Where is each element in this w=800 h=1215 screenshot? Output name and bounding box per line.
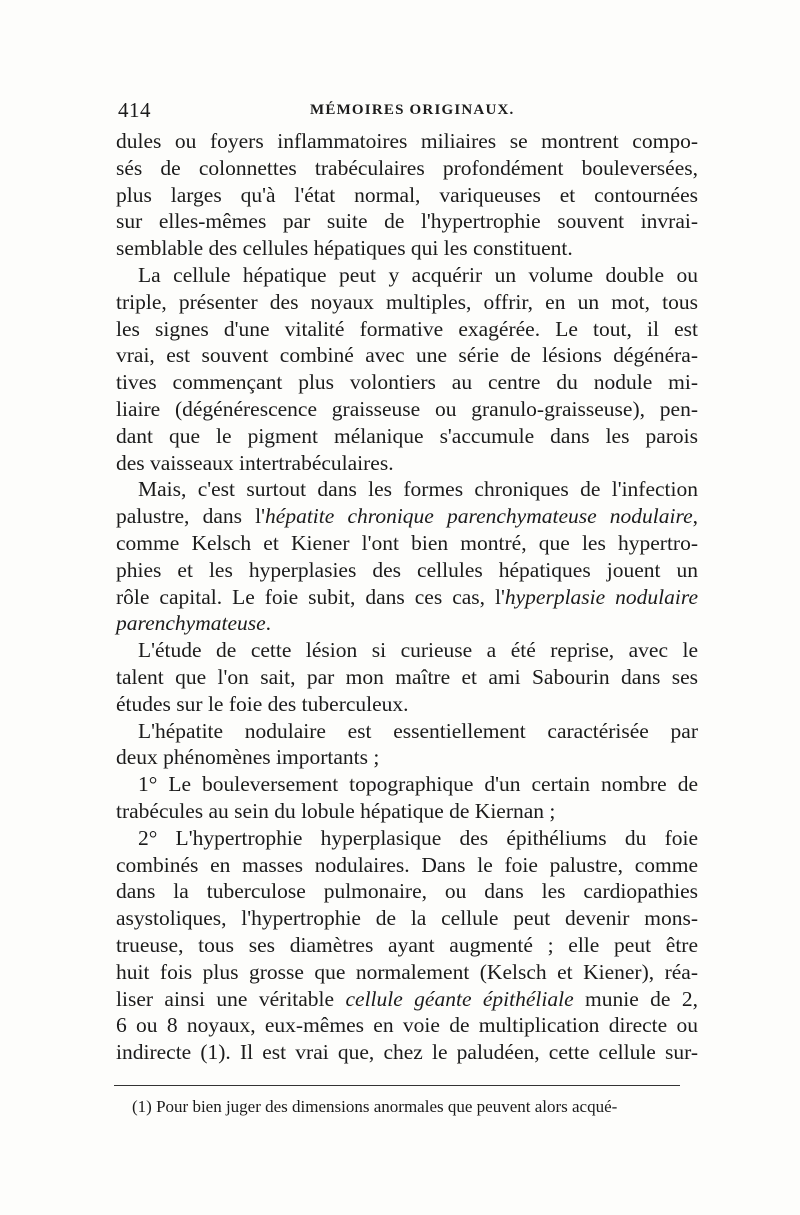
text-segment: munie de 2, <box>573 986 698 1011</box>
text-line: huit fois plus grosse que normalement (Kelsch et Kiener), réa- <box>116 959 698 984</box>
text-segment: rôle capital. Le foie subit, dans ces cas, l' <box>116 584 505 609</box>
page-header <box>118 98 698 124</box>
text-line: liaire (dégénérescence graisseuse ou granulo-graisseuse), pen- <box>116 396 698 421</box>
text-line: les signes d'une vitalité formative exagérée. Le tout, il est <box>116 316 698 341</box>
text-line: des vaisseaux intertrabéculaires. <box>116 450 394 475</box>
text-line: comme Kelsch et Kiener l'ont bien montré, que les hypertro- <box>116 530 698 555</box>
text-line: L'hépatite nodulaire est essentiellement caractérisée par <box>138 718 698 743</box>
text-line: asystoliques, l'hypertrophie de la cellule peut devenir mons- <box>116 906 698 931</box>
text-line: vrai, est souvent combiné avec une série de lésions dégénéra- <box>116 343 698 368</box>
text-line: La cellule hépatique peut y acquérir un volume double ou <box>138 262 698 287</box>
text-line: trueuse, tous ses diamètres ayant augmenté ; elle peut être <box>116 932 698 957</box>
text-line: semblable des cellules hépatiques qui les constituent. <box>116 236 573 261</box>
text-line: sés de colonnettes trabéculaires profondément bouleversées, <box>116 155 698 180</box>
text-line: dant que le pigment mélanique s'accumule dans les parois <box>116 423 698 448</box>
text-line: études sur le foie des tuberculeux. <box>116 691 409 716</box>
text-line <box>116 986 698 1013</box>
text-line: phies et les hyperplasies des cellules hépatiques jouent un <box>116 557 698 582</box>
text-line: L'étude de cette lésion si curieuse a été reprise, avec le <box>138 638 698 663</box>
text-line: trabécules au sein du lobule hépatique de Kiernan ; <box>116 798 556 823</box>
text-segment: , <box>692 504 698 529</box>
text-line: 2° L'hypertrophie hyperplasique des épithéliums du foie <box>138 825 698 850</box>
italic-term: parenchymateuse <box>116 611 266 636</box>
text-line: plus larges qu'à l'état normal, variqueuses et contournées <box>116 182 698 207</box>
text-line: triple, présenter des noyaux multiples, offrir, en un mot, tous <box>116 289 698 314</box>
text-segment: palustre, dans l' <box>116 504 266 529</box>
text-line: sur elles-mêmes par suite de l'hypertrophie souvent invrai- <box>116 209 698 234</box>
body-text <box>116 128 698 1066</box>
text-line: dules ou foyers inflammatoires miliaires se montrent compo- <box>116 129 698 153</box>
running-title: MÉMOIRES ORIGINAUX. <box>310 102 515 118</box>
text-line: talent que l'on sait, par mon maître et ami Sabourin dans ses <box>116 664 698 689</box>
text-segment: liser ainsi une véritable <box>116 986 346 1011</box>
text-line: combinés en masses nodulaires. Dans le foie palustre, comme <box>116 852 698 877</box>
italic-term: cellule géante épithéliale <box>345 986 574 1011</box>
text-line: 1° Le bouleversement topographique d'un certain nombre de <box>138 772 698 797</box>
text-line: dans la tuberculose pulmonaire, ou dans les cardiopathies <box>116 879 698 904</box>
text-segment: . <box>265 611 272 636</box>
footnote: (1) Pour bien juger des dimensions anormales que peuvent alors acqué- <box>132 1097 618 1116</box>
page-number: 414 <box>118 98 151 122</box>
text-line <box>116 503 698 530</box>
text-line <box>116 584 698 611</box>
italic-term: hyperplasie nodulaire <box>504 584 698 609</box>
text-line: Mais, c'est surtout dans les formes chroniques de l'infection <box>138 477 698 502</box>
text-line: 6 ou 8 noyaux, eux-mêmes en voie de multiplication directe ou <box>116 1013 698 1038</box>
text-line: indirecte (1). Il est vrai que, chez le paludéen, cette cellule sur- <box>116 1040 698 1065</box>
text-line <box>116 610 698 637</box>
italic-term: hépatite chronique parenchymateuse nodulaire <box>265 504 693 529</box>
text-line: tives commençant plus volontiers au centre du nodule mi- <box>116 370 698 395</box>
footnote-separator <box>114 1085 680 1086</box>
text-line: deux phénomènes importants ; <box>116 745 380 770</box>
